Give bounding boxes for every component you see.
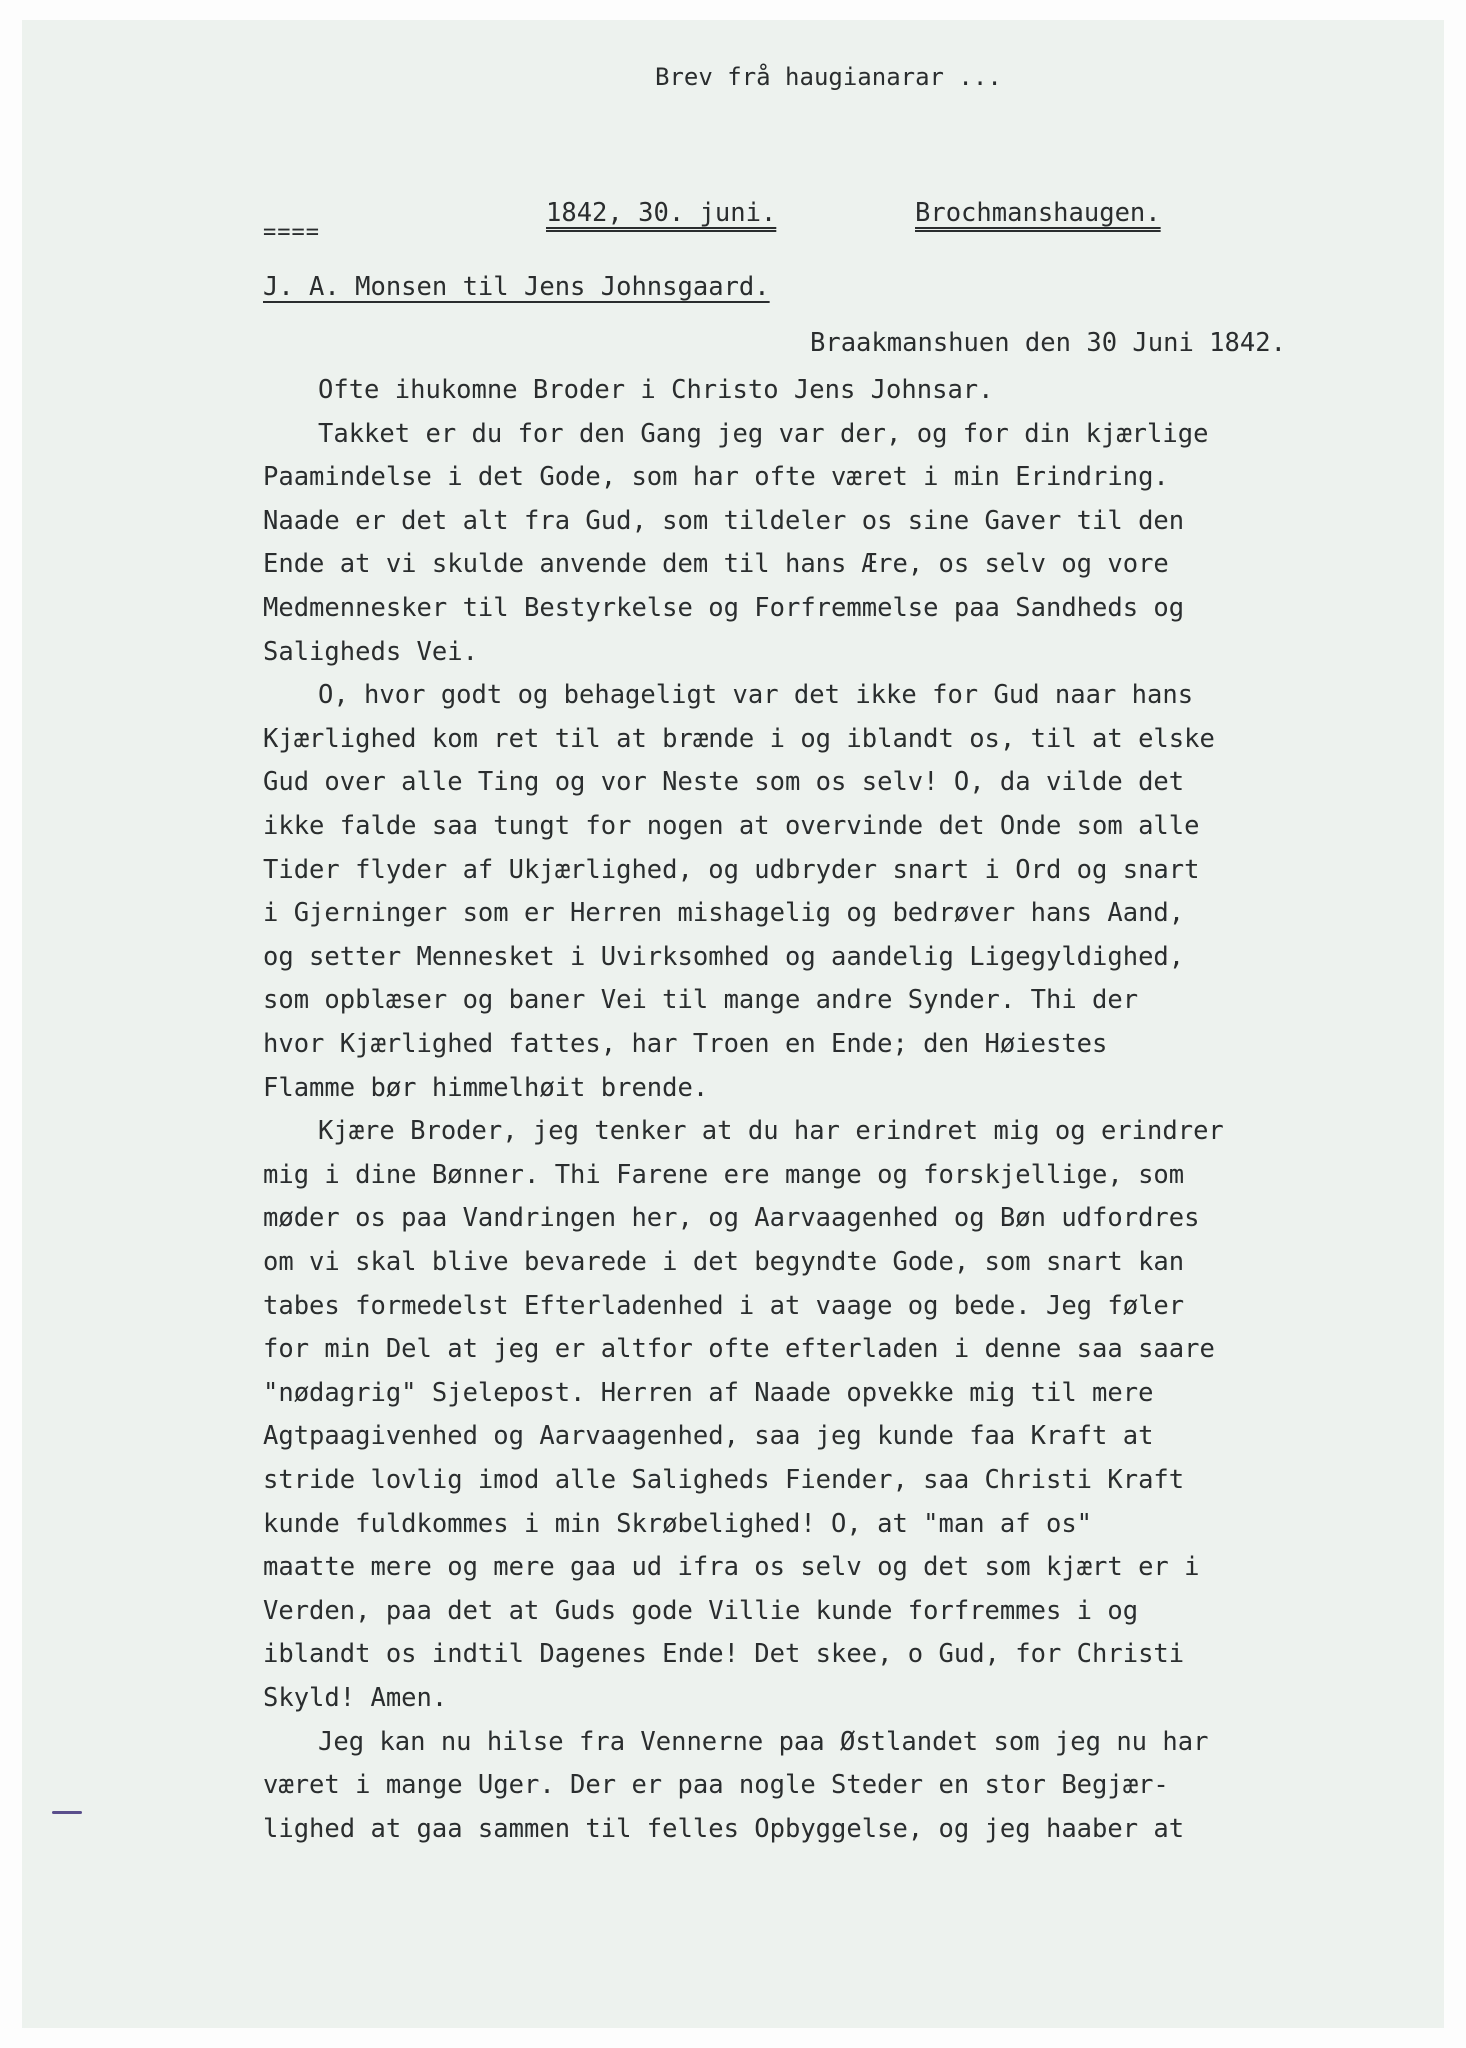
text-line: Saligheds Vei. [263, 637, 478, 667]
text-line: mig i dine Bønner. Thi Farene ere mange og forskjellige, som [263, 1160, 1185, 1190]
text-line: for min Del at jeg er altfor ofte efterladen i denne saa saare [263, 1334, 1215, 1364]
text-line: og setter Mennesket i Uvirksomhed og aandelig Ligegyldighed, [263, 942, 1185, 972]
text-line: været i mange Uger. Der er paa nogle Steder en stor Begjær- [263, 1770, 1169, 1800]
margin-mark [52, 1811, 82, 1814]
letter-dateline: Braakmanshuen den 30 Juni 1842. [810, 328, 1286, 358]
text-line: Flamme bør himmelhøit brende. [263, 1073, 709, 1103]
text-line: som opblæser og baner Vei til mange andre Synder. Thi der [263, 985, 1139, 1015]
text-line: Gud over alle Ting og vor Neste som os selv! O, da vilde det [263, 767, 1185, 797]
heading-marker: ==== [263, 220, 320, 245]
text-line: Paamindelse i det Gode, som har ofte været i min Erindring. [263, 462, 1169, 492]
text-line: Kjære Broder, jeg tenker at du har erindret mig og erindrer [318, 1116, 1224, 1146]
text-line: om vi skal blive bevarede i det begyndte Gode, som snart kan [263, 1247, 1185, 1277]
text-line: møder os paa Vandringen her, og Aarvaagenhed og Bøn udfordres [263, 1203, 1200, 1233]
text-line: kunde fuldkommes i min Skrøbelighed! O, at "man af os" [263, 1509, 1093, 1539]
text-line: ikke falde saa tungt for nogen at overvinde det Onde som alle [263, 811, 1200, 841]
text-line: "nødagrig" Sjelepost. Herren af Naade opvekke mig til mere [263, 1378, 1154, 1408]
text-line: Jeg kan nu hilse fra Vennerne paa Østlandet som jeg nu har [318, 1727, 1209, 1757]
heading-date: 1842, 30. juni. [546, 198, 777, 228]
text-line: lighed at gaa sammen til felles Opbyggelse, og jeg haaber at [263, 1814, 1185, 1844]
running-header: Brev frå haugianarar ... [655, 63, 1002, 91]
text-line: Kjærlighed kom ret til at brænde i og iblandt os, til at elske [263, 724, 1215, 754]
text-line: Ende at vi skulde anvende dem til hans Ære, os selv og vore [263, 549, 1169, 579]
text-line: i Gjerninger som er Herren mishagelig og bedrøver hans Aand, [263, 898, 1185, 928]
text-line: O, hvor godt og behageligt var det ikke for Gud naar hans [318, 680, 1194, 710]
text-line: stride lovlig imod alle Saligheds Fiender, saa Christi Kraft [263, 1465, 1185, 1495]
text-line: Naade er det alt fra Gud, som tildeler os sine Gaver til den [263, 506, 1185, 536]
text-line: maatte mere og mere gaa ud ifra os selv og det som kjært er i [263, 1552, 1200, 1582]
heading-place: Brochmanshaugen. [915, 198, 1161, 228]
letter-title: J. A. Monsen til Jens Johnsgaard. [263, 272, 770, 302]
text-line: Ofte ihukomne Broder i Christo Jens Johnsar. [318, 375, 994, 405]
text-line: hvor Kjærlighed fattes, har Troen en Ende; den Høiestes [263, 1029, 1108, 1059]
text-line: Verden, paa det at Guds gode Villie kunde forfremmes i og [263, 1596, 1139, 1626]
text-line: Agtpaagivenhed og Aarvaagenhed, saa jeg kunde faa Kraft at [263, 1421, 1154, 1451]
text-line: Medmennesker til Bestyrkelse og Forfremmelse paa Sandheds og [263, 593, 1185, 623]
text-line: tabes formedelst Efterladenhed i at vaage og bede. Jeg føler [263, 1291, 1185, 1321]
text-line: Tider flyder af Ukjærlighed, og udbryder snart i Ord og snart [263, 855, 1200, 885]
text-line: iblandt os indtil Dagenes Ende! Det skee, o Gud, for Christi [263, 1639, 1185, 1669]
text-line: Skyld! Amen. [263, 1683, 448, 1713]
text-line: Takket er du for den Gang jeg var der, og for din kjærlige [318, 419, 1209, 449]
